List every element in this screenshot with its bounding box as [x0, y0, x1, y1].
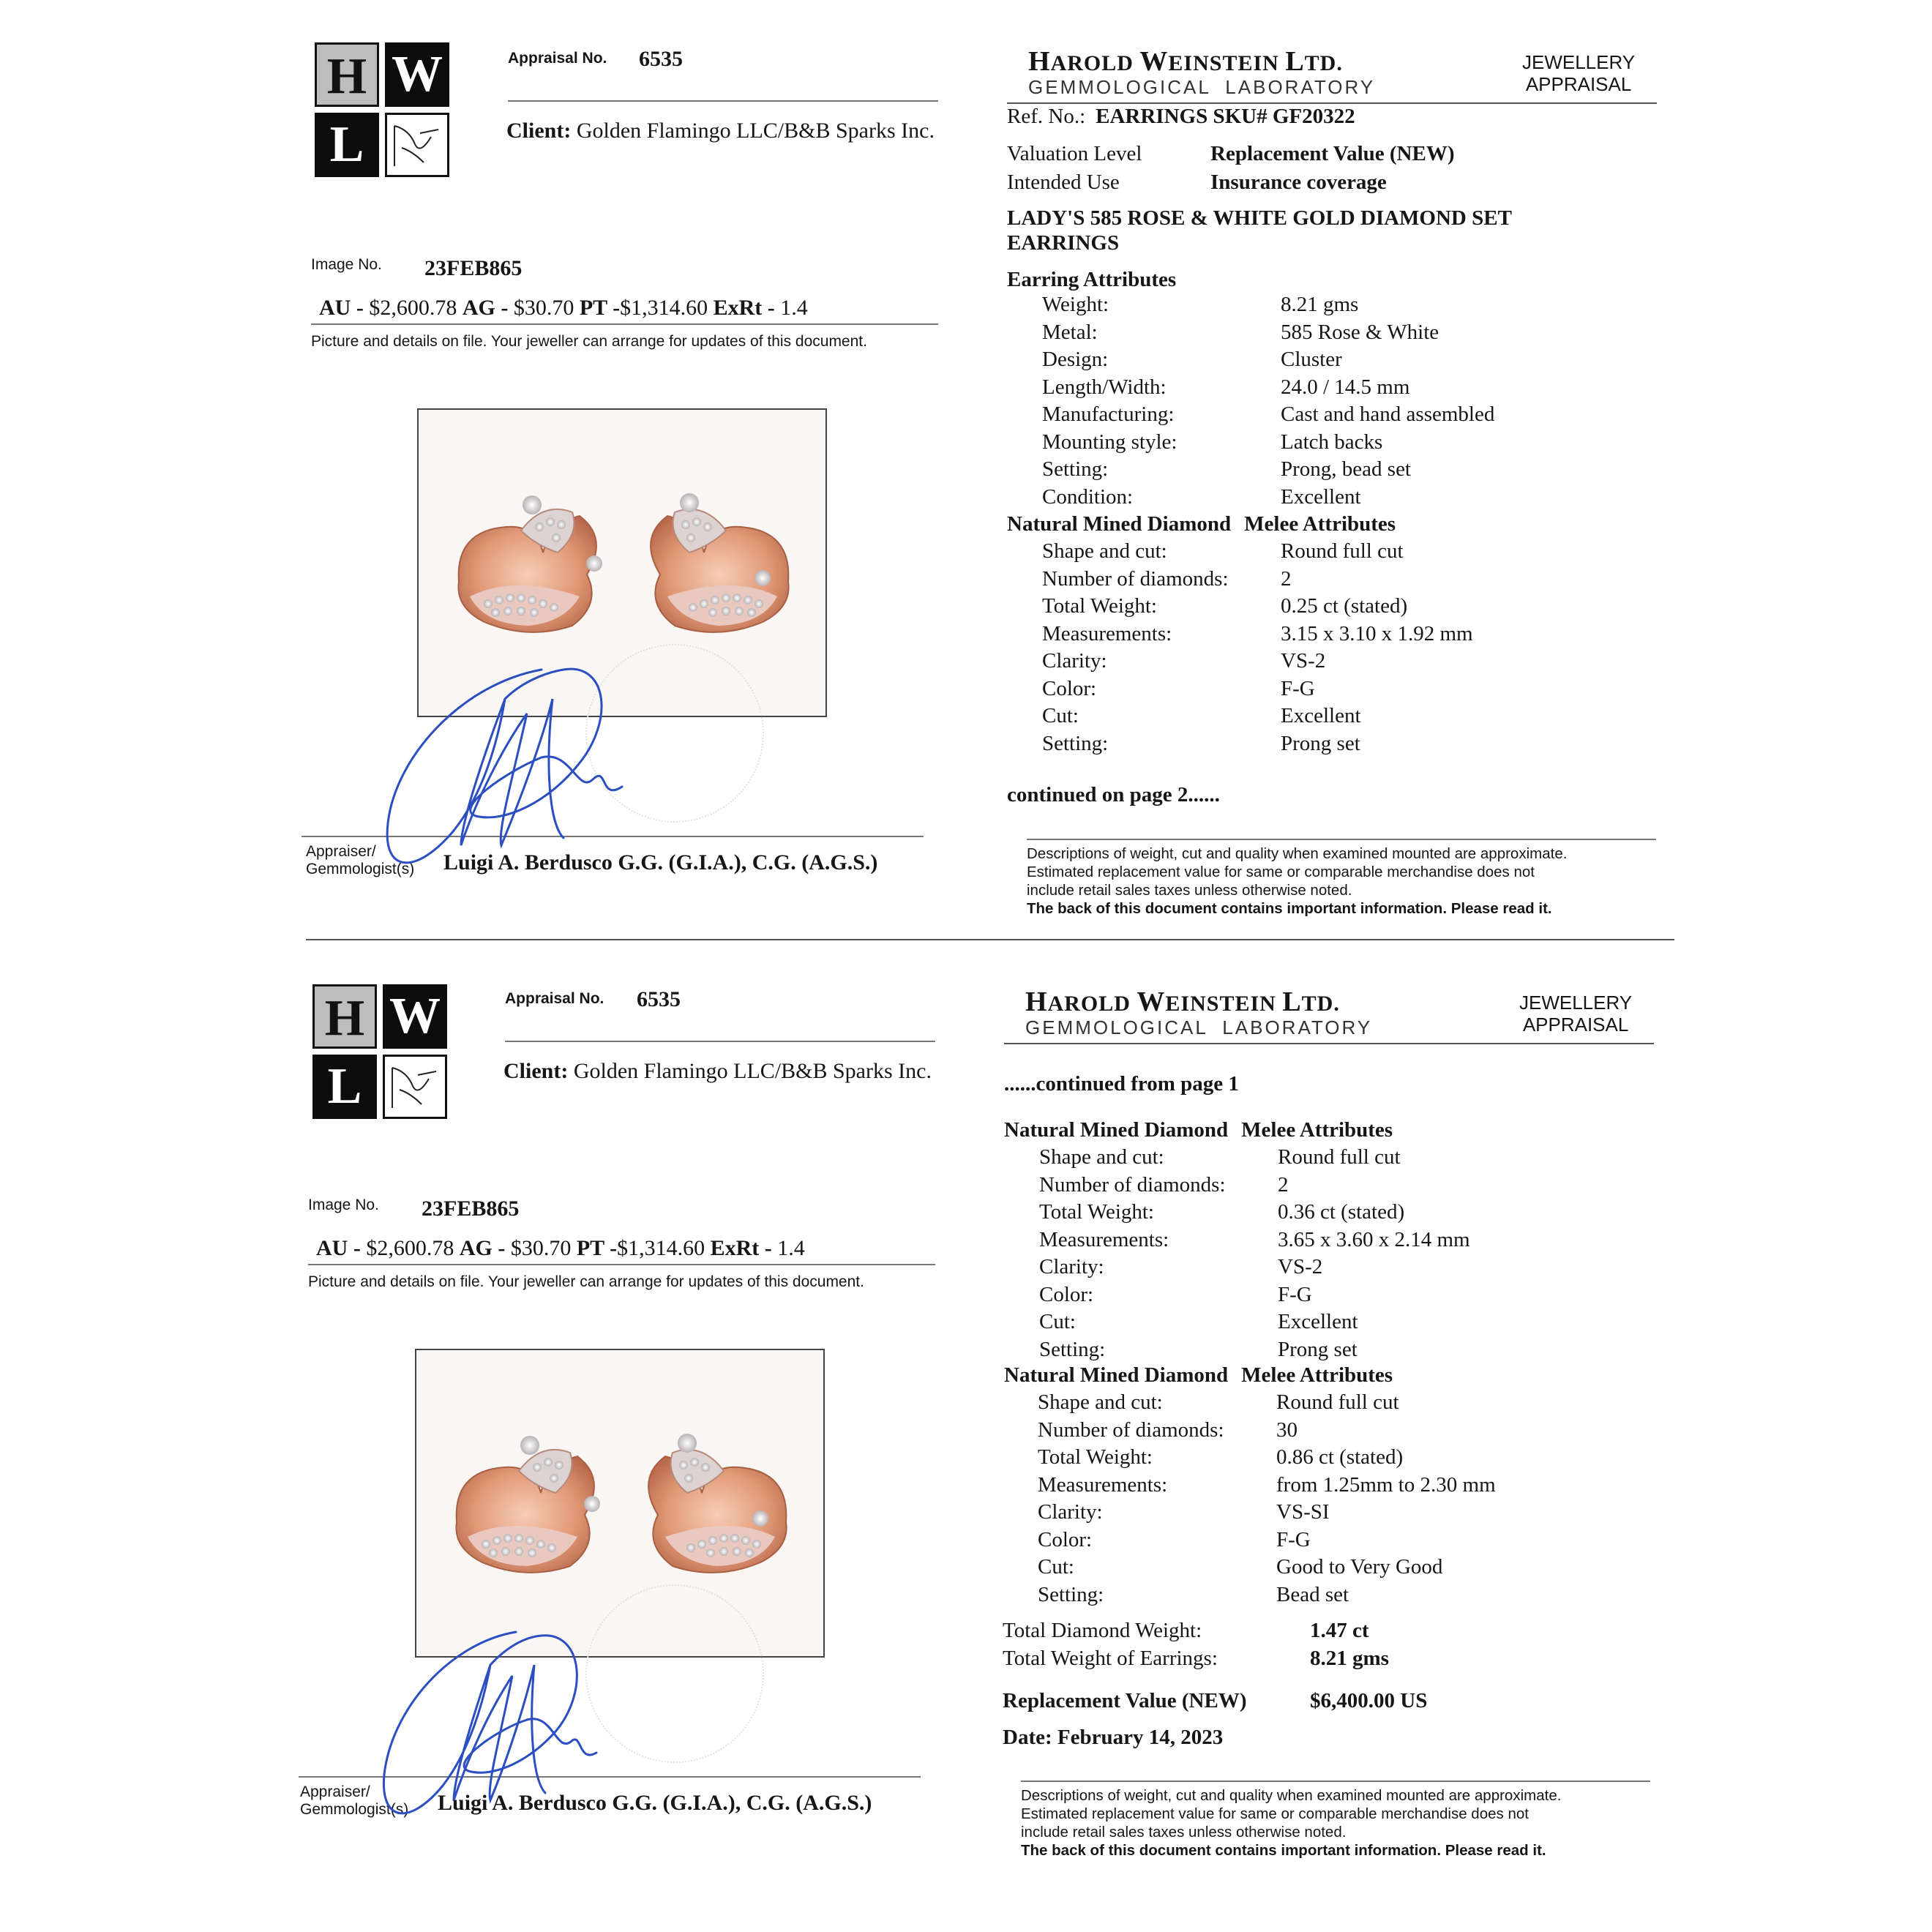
- pt-price: $1,314.60: [620, 296, 708, 320]
- lab-name: [1025, 986, 1340, 1018]
- lab-subtitle: GEMMOLOGICAL LABORATORY: [1025, 1016, 1373, 1038]
- attribute-key: Number of diamonds:: [1042, 566, 1229, 591]
- attribute-key: Shape and cut:: [1038, 1390, 1163, 1414]
- exrt-label: ExRt -: [713, 296, 775, 320]
- lab-name-part: TD.: [1301, 992, 1340, 1016]
- picture-note: Picture and details on file. Your jeweller can arrange for updates of this document.: [311, 333, 867, 350]
- ag-price: $30.70: [513, 296, 574, 320]
- attribute-key: Clarity:: [1042, 649, 1107, 673]
- logo-letter-w: W: [385, 42, 449, 107]
- attribute-key: Cut:: [1038, 1555, 1074, 1579]
- disclaimer-line: include retail sales taxes unless otherwise noted.: [1027, 882, 1352, 899]
- diamond-heading-b: Melee Attributes: [1244, 512, 1396, 536]
- appraisal-date: Date: February 14, 2023: [1003, 1726, 1224, 1749]
- au-label: AU -: [316, 1236, 361, 1260]
- continued-from-note: ......continued from page 1: [1004, 1072, 1239, 1096]
- attribute-key: Measurements:: [1038, 1472, 1168, 1497]
- logo-letter-w: W: [383, 984, 447, 1049]
- attribute-value: F-G: [1278, 1282, 1312, 1306]
- attribute-key: Design:: [1042, 348, 1109, 371]
- attribute-value: VS-SI: [1276, 1500, 1330, 1524]
- attribute-key: Shape and cut:: [1039, 1145, 1164, 1169]
- lab-name-part: H: [1025, 986, 1048, 1017]
- attribute-value: Prong set: [1278, 1337, 1358, 1361]
- logo-letter-l: L: [312, 1055, 377, 1119]
- attribute-key: Color:: [1039, 1282, 1094, 1306]
- attribute-key: Measurements:: [1042, 621, 1172, 645]
- watermark-seal: [585, 1584, 764, 1763]
- attribute-key: Manufacturing:: [1042, 402, 1175, 426]
- attribute-value: Excellent: [1281, 704, 1361, 727]
- attribute-value: Round full cut: [1278, 1145, 1401, 1169]
- disclaimer: [1021, 1786, 1650, 1860]
- disclaimer: [1027, 845, 1656, 918]
- pt-label: PT -: [579, 296, 621, 320]
- disclaimer-line: include retail sales taxes unless otherwise noted.: [1021, 1824, 1347, 1841]
- ref-number: EARRINGS SKU# GF20322: [1096, 105, 1355, 128]
- appraisal-number-label: Appraisal No.: [508, 50, 607, 67]
- attribute-value: F-G: [1281, 676, 1315, 700]
- attribute-key: Weight:: [1042, 293, 1109, 316]
- lab-name-part: AROLD: [1047, 992, 1137, 1016]
- disclaimer-line: Estimated replacement value for same or comparable merchandise does not: [1027, 864, 1535, 880]
- logo-letter-h: H: [315, 42, 379, 107]
- total-diamond-weight-label: Total Diamond Weight:: [1003, 1619, 1202, 1642]
- lab-name-part: H: [1028, 46, 1051, 77]
- doc-type-line1: JEWELLERY: [1519, 992, 1633, 1014]
- attribute-key: Cut:: [1042, 704, 1079, 727]
- attribute-value: 0.36 ct (stated): [1278, 1200, 1405, 1224]
- attribute-key: Total Weight:: [1038, 1445, 1153, 1469]
- rule: [1021, 1781, 1650, 1782]
- diamond2-heading: [1004, 1363, 1393, 1388]
- replacement-value-label: Replacement Value (NEW): [1003, 1689, 1247, 1712]
- ag-label: AG -: [459, 1236, 506, 1260]
- exrt-value: 1.4: [777, 1236, 805, 1260]
- logo-emblem-icon: [385, 113, 449, 177]
- attribute-value: Cluster: [1281, 348, 1342, 371]
- rule: [299, 1776, 921, 1778]
- disclaimer-line: Estimated replacement value for same or comparable merchandise does not: [1021, 1805, 1529, 1822]
- attribute-key: Number of diamonds:: [1038, 1418, 1224, 1442]
- total-weight: 8.21 gms: [1310, 1647, 1389, 1670]
- appraiser-label-line1: Appraiser/: [306, 843, 376, 860]
- attribute-key: Shape and cut:: [1042, 539, 1167, 563]
- attribute-value: VS-2: [1278, 1255, 1323, 1278]
- rule: [1004, 1043, 1654, 1044]
- disclaimer-notice: The back of this document contains important information. Please read it.: [1027, 900, 1552, 917]
- attribute-value: Latch backs: [1281, 430, 1383, 454]
- appraiser-name: Luigi A. Berdusco G.G. (G.I.A.), C.G. (A.G.S.): [438, 1791, 872, 1815]
- attribute-value: 3.15 x 3.10 x 1.92 mm: [1281, 621, 1473, 645]
- image-number-label: Image No.: [311, 256, 382, 273]
- disclaimer-line: Descriptions of weight, cut and quality when examined mounted are approximate.: [1027, 845, 1568, 862]
- logo-letter-h: H: [312, 984, 377, 1049]
- disclaimer-line: Descriptions of weight, cut and quality when examined mounted are approximate.: [1021, 1787, 1562, 1804]
- replacement-value: $6,400.00 US: [1310, 1689, 1428, 1712]
- metal-prices: [319, 296, 808, 321]
- rule: [1007, 102, 1657, 104]
- au-price: $2,600.78: [366, 1236, 454, 1260]
- doc-type-line2: APPRAISAL: [1525, 73, 1632, 95]
- picture-note: Picture and details on file. Your jeweller can arrange for updates of this document.: [308, 1273, 864, 1290]
- lab-name: [1028, 45, 1343, 78]
- client-name: Golden Flamingo LLC/B&B Sparks Inc.: [573, 1059, 932, 1083]
- logo-emblem-icon: [383, 1055, 447, 1119]
- attribute-value: 24.0 / 14.5 mm: [1281, 375, 1410, 399]
- attribute-key: Number of diamonds:: [1039, 1172, 1226, 1197]
- lab-name-part: AROLD: [1050, 51, 1140, 75]
- attribute-key: Setting:: [1042, 457, 1109, 481]
- attribute-value: 8.21 gms: [1281, 293, 1359, 316]
- hwl-logo: [315, 42, 454, 181]
- appraiser-label-line2: Gemmologist(s): [300, 1801, 409, 1818]
- ref-label: Ref. No.:: [1007, 105, 1086, 128]
- attribute-value: 2: [1281, 566, 1292, 591]
- attribute-value: VS-2: [1281, 649, 1326, 673]
- exrt-value: 1.4: [780, 296, 808, 320]
- diamond-heading-a: Natural Mined Diamond: [1007, 512, 1232, 536]
- diamond-heading-a: Natural Mined Diamond: [1004, 1363, 1229, 1387]
- item-title-line2: EARRINGS: [1007, 231, 1120, 255]
- metal-prices: [316, 1236, 805, 1261]
- attribute-key: Color:: [1042, 676, 1097, 700]
- attribute-value: 2: [1278, 1172, 1289, 1197]
- item-title-line1: LADY'S 585 ROSE & WHITE GOLD DIAMOND SET: [1007, 206, 1512, 230]
- pt-price: $1,314.60: [617, 1236, 705, 1260]
- diamond-heading: [1007, 512, 1396, 536]
- intended-use-label: Intended Use: [1007, 171, 1120, 194]
- attribute-key: Clarity:: [1038, 1500, 1103, 1524]
- attribute-value: Round full cut: [1281, 539, 1404, 563]
- doc-type-line2: APPRAISAL: [1522, 1014, 1629, 1036]
- continued-note: continued on page 2......: [1007, 783, 1220, 806]
- doc-type-line1: JEWELLERY: [1522, 51, 1636, 73]
- document-type: [1522, 51, 1635, 95]
- disclaimer-notice: The back of this document contains important information. Please read it.: [1021, 1842, 1546, 1859]
- attribute-value: 30: [1276, 1418, 1298, 1442]
- attribute-key: Total Weight:: [1039, 1200, 1154, 1224]
- lab-name-part: L: [1285, 46, 1305, 77]
- client-label: Client:: [503, 1059, 569, 1083]
- lab-name-part: TD.: [1304, 51, 1343, 75]
- client-line: [503, 1059, 932, 1084]
- client-label: Client:: [506, 119, 572, 143]
- appraisal-number: 6535: [637, 987, 681, 1011]
- appraiser-label: [306, 843, 414, 878]
- appraiser-label: [300, 1783, 408, 1819]
- image-number: 23FEB865: [424, 256, 523, 280]
- hwl-logo: [312, 984, 452, 1123]
- left-earring: [458, 495, 602, 632]
- au-label: AU -: [319, 296, 364, 320]
- logo-letter-l: L: [315, 113, 379, 177]
- valuation-label: Valuation Level: [1007, 142, 1142, 165]
- lab-subtitle: GEMMOLOGICAL LABORATORY: [1028, 76, 1376, 98]
- rule: [1027, 839, 1656, 840]
- attribute-value: 585 Rose & White: [1281, 320, 1439, 344]
- lab-name-part: EINSTEIN: [1168, 51, 1286, 75]
- attribute-value: Cast and hand assembled: [1281, 402, 1495, 426]
- attribute-key: Length/Width:: [1042, 375, 1167, 399]
- diamond-heading-b: Melee Attributes: [1241, 1363, 1393, 1387]
- attribute-value: 0.25 ct (stated): [1281, 594, 1408, 618]
- attribute-value: Good to Very Good: [1276, 1555, 1443, 1579]
- client-line: [506, 119, 935, 143]
- earring-attributes-heading: Earring Attributes: [1007, 268, 1177, 291]
- pt-label: PT -: [576, 1236, 618, 1260]
- attribute-value: F-G: [1276, 1527, 1311, 1551]
- attribute-value: Round full cut: [1276, 1390, 1399, 1414]
- attribute-key: Mounting style:: [1042, 430, 1177, 454]
- lab-name-part: W: [1137, 986, 1166, 1017]
- image-number-label: Image No.: [308, 1197, 379, 1213]
- attribute-value: Excellent: [1278, 1310, 1358, 1333]
- left-earring: [456, 1436, 600, 1573]
- appraisal-number: 6535: [639, 47, 683, 71]
- document-type: [1519, 992, 1632, 1036]
- appraisal-number-label: Appraisal No.: [505, 990, 604, 1007]
- lab-name-part: W: [1139, 46, 1169, 77]
- client-name: Golden Flamingo LLC/B&B Sparks Inc.: [576, 119, 935, 143]
- attribute-value: Excellent: [1281, 484, 1361, 509]
- rule: [308, 1264, 935, 1265]
- attribute-key: Clarity:: [1039, 1255, 1104, 1278]
- attribute-value: 3.65 x 3.60 x 2.14 mm: [1278, 1227, 1470, 1251]
- diamond-heading-a: Natural Mined Diamond: [1004, 1118, 1229, 1142]
- attribute-key: Setting:: [1042, 731, 1109, 755]
- attribute-value: 0.86 ct (stated): [1276, 1445, 1404, 1469]
- attribute-value: Prong set: [1281, 731, 1360, 755]
- diamond-heading-b: Melee Attributes: [1241, 1118, 1393, 1142]
- page-divider: [306, 939, 1674, 940]
- au-price: $2,600.78: [369, 296, 457, 320]
- appraiser-name: Luigi A. Berdusco G.G. (G.I.A.), C.G. (A.G.S.): [443, 850, 878, 875]
- attribute-key: Setting:: [1038, 1582, 1104, 1606]
- attribute-value: Prong, bead set: [1281, 457, 1411, 481]
- rule: [505, 1041, 935, 1042]
- attribute-key: Setting:: [1039, 1337, 1106, 1361]
- attribute-key: Total Weight:: [1042, 594, 1157, 618]
- total-weight-label: Total Weight of Earrings:: [1003, 1647, 1218, 1670]
- right-earring: [648, 1434, 786, 1573]
- attribute-key: Color:: [1038, 1527, 1093, 1551]
- attribute-value: from 1.25mm to 2.30 mm: [1276, 1472, 1496, 1497]
- ag-price: $30.70: [510, 1236, 572, 1260]
- attribute-key: Condition:: [1042, 484, 1134, 509]
- image-number: 23FEB865: [422, 1197, 520, 1221]
- attribute-key: Cut:: [1039, 1310, 1076, 1333]
- intended-use: Insurance coverage: [1210, 171, 1387, 194]
- total-diamond-weight: 1.47 ct: [1310, 1619, 1369, 1642]
- ref-line: [1007, 105, 1355, 129]
- lab-name-part: EINSTEIN: [1165, 992, 1283, 1016]
- exrt-label: ExRt -: [710, 1236, 772, 1260]
- attribute-value: Bead set: [1276, 1582, 1349, 1606]
- lab-name-part: L: [1282, 986, 1302, 1017]
- rule: [311, 323, 938, 325]
- diamond1-heading: [1004, 1118, 1393, 1142]
- watermark-seal: [585, 644, 764, 823]
- attribute-key: Measurements:: [1039, 1227, 1169, 1251]
- appraiser-label-line2: Gemmologist(s): [306, 861, 415, 877]
- rule: [508, 100, 938, 102]
- valuation-level: Replacement Value (NEW): [1210, 142, 1455, 165]
- ag-label: AG -: [462, 296, 509, 320]
- attribute-key: Metal:: [1042, 320, 1098, 344]
- appraiser-label-line1: Appraiser/: [300, 1783, 370, 1800]
- right-earring: [651, 493, 788, 632]
- rule: [302, 836, 924, 837]
